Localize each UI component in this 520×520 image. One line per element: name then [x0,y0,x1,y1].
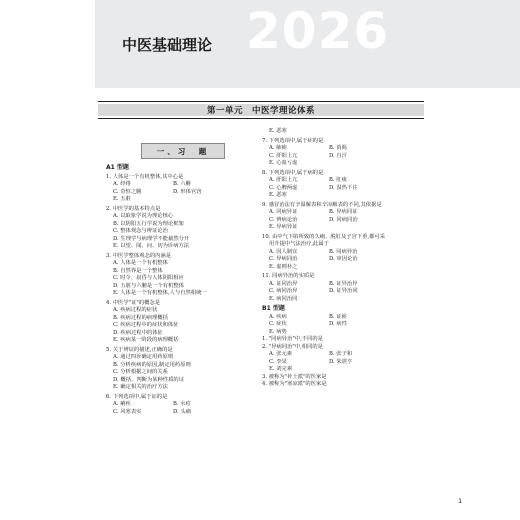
question-stem: 2. "异病同治"中,相同的是 [262,343,323,350]
option: E. 确定相关的治疗方法 [113,384,168,390]
option: D. 疾病过程中的体征 [113,329,163,336]
option: B. 证异治异 [329,280,358,287]
option: A. 痢疾 [113,401,131,407]
question-category: B1 型题 [262,305,285,312]
option: A. 证同治异 [269,280,298,287]
option: C. 病同治异 [269,288,298,294]
option: B. 张子和 [329,351,353,357]
question-9 [262,202,427,232]
option: C. 奇恒之腑 [113,188,142,195]
option: B. 肛痰 [329,177,347,183]
option: D. 头痛 [173,408,192,415]
question-stem: 1. 人体是一个有机整体,其中心是 [106,173,184,180]
question-stem-continued: 用升提中气法治疗,此属于 [269,241,329,247]
option: E. 心血亏虚 [269,160,298,166]
question-4 [106,300,266,345]
option: E. 恶寒 [269,192,287,198]
option: D. 五脏与六腑是一个有机整体 [113,282,184,289]
question-7 [262,138,427,168]
option: C. 辨病论治 [269,216,298,223]
question-category: A1 型题 [106,164,129,171]
option: B. 疾病过程的病理概括 [113,314,168,321]
year-watermark: 2026 [246,2,390,60]
option: A. 疾病 [269,313,287,320]
option: B. 水痘 [173,401,191,407]
option: E. 恶寒 [269,128,287,134]
option: A. 肺痈 [269,145,287,151]
section-title: 一、习 题 [156,146,210,156]
option: C. 风寒表实 [113,408,142,415]
question-stem: 5. 关于辨证的描述,正确的是 [106,346,173,353]
option: E. 病同治同 [269,295,298,302]
option: B. 以阴阳五行学说为理论框架 [113,220,184,227]
option: A. 肝阳上亢 [269,177,298,183]
unit-title-bar [98,101,424,119]
option: B. 分析疾病的原因,制定用药原则 [113,361,191,368]
option: C. 整体观念与辨证论治 [113,228,168,234]
option: E. 病势 [269,328,287,335]
book-title: 中医基础理论 [122,36,213,54]
question-stem: 7. 下列选项中,属于症的是 [262,137,324,144]
option: E. 疾病某一阶段的病理概括 [113,337,179,343]
option: B. 六腑 [173,181,191,187]
option: E. 人体是一个有机整体,人与自然相统一 [113,290,207,296]
option: D. 同病同治 [329,216,358,223]
option: E. 异病异证 [269,224,298,230]
question-stem: 6. 下列选项中,属于证的是 [106,393,168,400]
option: A. 因人制宜 [269,248,298,255]
question-6 [106,394,266,417]
option: E. 刘完素 [269,366,293,372]
question-stem: 2. 中医学的基本特点是 [106,205,161,212]
option: B. 证候 [329,313,347,320]
question-stem: 10. 由中气下陷所致的久痢、脱肛及子宫下垂,都可采 [262,233,386,240]
option: D. 自汗 [329,152,348,159]
option: A. 以取象学说为理论核心 [113,213,174,219]
option: C. 疾病过程中的症状和体征 [113,322,179,328]
question-stem: 1. "同病异治"中,不同的是 [262,336,323,342]
question-stem: 3. 中医学整体观念的内涵是 [106,252,172,259]
page-number: 1 [458,497,463,505]
option: D. 证异治同 [329,288,358,294]
question-8 [262,170,427,200]
option: A. 人体是一个有机整体 [113,260,168,266]
question-stem: 4. 被称为"寒凉派"的医家是 [262,381,327,387]
question-stem: 4. 中医学"证"的概念是 [106,299,160,306]
option: B. 异病同证 [329,209,358,215]
right-column [262,128,427,389]
option: D. 病性 [329,321,348,327]
option: E. 以望、闻、问、切为诊病方法 [113,243,190,249]
question-stem: 8. 下列选项中,属于病的是 [262,169,324,176]
option: A. 同病异证 [269,209,298,215]
question-5 [106,347,266,392]
question-stem: 3. 被称为"补土派"的医家是 [262,373,327,380]
section-tab [141,143,225,159]
option: A. 张元素 [269,351,293,357]
left-column [106,164,266,416]
option: B. 同病异治 [329,248,358,255]
option: A. 疾病过程的症状 [113,307,158,313]
option: B. 消渴 [329,145,347,151]
option: C. 心脾两虚 [269,184,298,191]
option: E. 五脏 [113,196,131,202]
option: D. 概括、判断为某种性质的证 [113,376,184,383]
unit-title: 第一单元 中医学理论体系 [206,106,315,116]
option: D. 形体官窍 [173,188,202,195]
option: D. 朱震亨 [329,358,353,365]
option: C. 李杲 [269,358,287,365]
option: A. 经络 [113,181,131,187]
option: D. 湿热下注 [329,184,358,191]
option: C. 肝阳上亢 [269,152,298,159]
option: C. 分析根据之间的关系 [113,369,168,375]
question-2 [106,206,266,251]
option: B. 自然界是一个整体 [113,267,163,274]
option: C. 异病同治 [269,256,298,262]
option: C. 症状 [269,321,287,327]
option: D. 生理学与病理学不能截然分开 [113,235,190,242]
question-stem: 11. 同病异治的实质是 [262,273,315,279]
question-10 [262,234,427,272]
option: A. 通过四诊确定用药原则 [113,354,174,360]
question-3 [106,253,266,298]
option: D. 审因论治 [329,256,358,262]
question-stem: 9. 感冒治法有辛温解表和辛凉解表的不同,其依据是 [262,201,382,208]
option: C. 时令、晨昏与人体阴阳相应 [113,275,184,281]
option: E. 虚则补之 [269,263,298,270]
question-1 [106,174,266,204]
question-11 [262,273,427,303]
